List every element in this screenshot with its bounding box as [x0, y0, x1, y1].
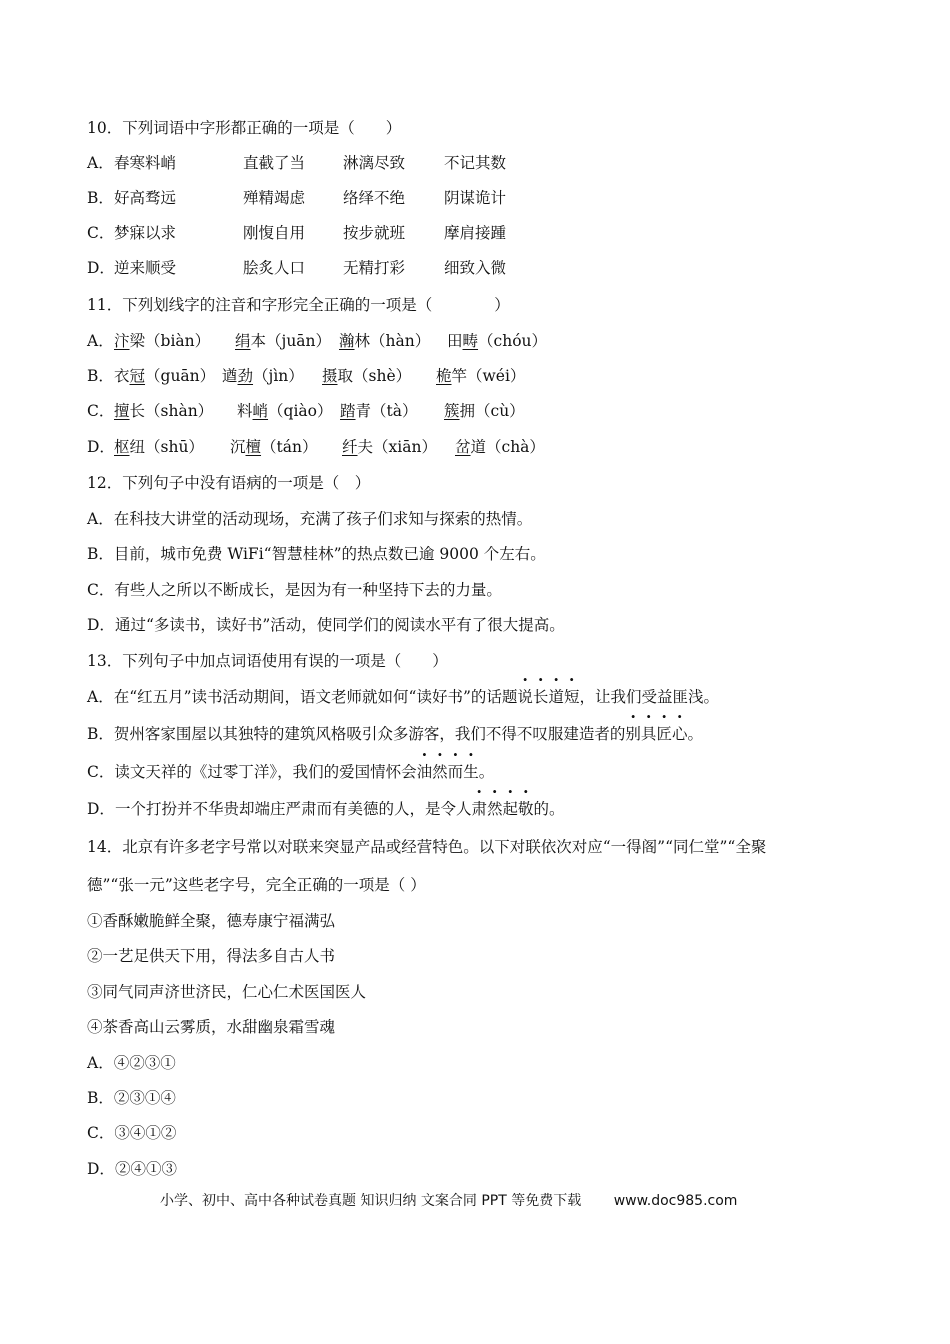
option-label: D．	[87, 259, 115, 277]
pinyin-text: 梁（biàn）	[129, 332, 211, 350]
option-sequence: ②④①③	[114, 1160, 177, 1178]
pinyin-text: 林（hàn）	[354, 332, 431, 350]
dotted-char: 而	[447, 763, 464, 781]
underlined-char: 冠	[129, 367, 146, 385]
option-word: 按步就班	[343, 224, 406, 242]
q11-stem	[87, 294, 510, 316]
q13-option-a	[87, 686, 719, 708]
pinyin-text: 道（chà）	[470, 438, 545, 456]
plain-char: 衣	[114, 367, 130, 385]
sentence-before: 读文天祥的《过零丁洋》，我们的爱国情怀会	[114, 763, 417, 781]
sentence-after: ，让我们受益匪浅。	[579, 688, 719, 706]
dotted-char: 心	[671, 725, 688, 743]
option-sentence: 目前，城市免费 WiFi“智慧桂林”的热点数已逾 9000 个左右。	[113, 545, 546, 563]
q13-option-c	[87, 761, 494, 783]
option-label: C．	[87, 1124, 115, 1142]
dotted-phrase	[517, 688, 579, 706]
pinyin-item	[436, 365, 525, 387]
couplet-1	[87, 910, 335, 932]
plain-char: 沉	[230, 438, 246, 456]
pinyin-text: （jìn）	[253, 367, 304, 385]
pinyin-text: （chóu）	[478, 332, 548, 350]
underlined-char: 劲	[237, 367, 254, 385]
option-sequence: ②③①④	[113, 1089, 176, 1107]
option-label: B．	[87, 545, 114, 563]
underlined-char: 绢	[235, 332, 251, 350]
plain-char: 田	[447, 332, 463, 350]
dotted-char: 说	[517, 688, 533, 706]
pinyin-item	[222, 365, 304, 387]
pinyin-item	[444, 400, 525, 422]
pinyin-text: （qiào）	[268, 402, 333, 420]
pinyin-text: 本（juān）	[250, 332, 332, 350]
q13-option-d	[87, 798, 565, 820]
q10-stem	[87, 117, 401, 139]
couplet-4	[87, 1016, 335, 1038]
q12-option-b	[87, 543, 546, 565]
q11-option-d	[87, 436, 545, 458]
option-label: A．	[87, 332, 114, 350]
dotted-char: 敬	[518, 800, 534, 818]
footer	[160, 1191, 737, 1211]
pinyin-item	[322, 365, 411, 387]
option-word: 春寒料峭	[114, 154, 177, 172]
dotted-phrase	[417, 763, 479, 781]
option-label: A．	[87, 510, 114, 528]
pinyin-item	[237, 400, 332, 422]
option-sentence: 通过“多读书，读好书”活动，使同学们的阅读水平有了很大提高。	[114, 616, 565, 634]
question-stem: 13．下列句子中加点词语使用有误的一项是（ ）	[87, 652, 448, 670]
plain-char: 料	[237, 402, 253, 420]
dotted-char: 匠	[656, 725, 672, 743]
q10-option-b	[87, 187, 507, 209]
q10-option-d	[87, 257, 507, 279]
sentence-before: 一个打扮并不华贵却端庄严肃而有美德的人，是令人	[114, 800, 472, 818]
dotted-char: 生	[463, 763, 479, 781]
underlined-char: 桅	[436, 367, 452, 385]
q10-option-a	[87, 152, 507, 174]
option-word: 逆来顺受	[114, 259, 177, 277]
option-label: D．	[87, 438, 115, 456]
underlined-char: 汴	[114, 332, 130, 350]
option-label: D．	[87, 616, 115, 634]
pinyin-item	[114, 365, 215, 387]
footer-url[interactable]: www.doc985.com	[613, 1193, 738, 1209]
q12-option-d	[87, 614, 565, 636]
option-word: 络绎不绝	[343, 189, 406, 207]
option-word: 脍炙人口	[243, 259, 306, 277]
option-sentence: 在科技大讲堂的活动现场，充满了孩子们求知与探索的热情。	[113, 510, 533, 528]
sentence-after: 。	[687, 725, 703, 743]
underlined-char: 纤	[342, 438, 358, 456]
dotted-char: 然	[432, 763, 448, 781]
option-sequence: ③④①②	[114, 1124, 177, 1142]
pinyin-item	[339, 330, 430, 352]
dotted-char: 然	[486, 800, 503, 818]
pinyin-item	[230, 436, 317, 458]
question-stem: 14．北京有许多老字号常以对联来突显产品或经营特色。以下对联依次对应“一得阁”“同仁堂”“全聚	[87, 838, 767, 856]
option-sentence: 有些人之所以不断成长，是因为有一种坚持下去的力量。	[114, 581, 502, 599]
option-label: D．	[87, 800, 115, 818]
couplet-3	[87, 981, 366, 1003]
underlined-char: 簇	[444, 402, 460, 420]
q14-option-d	[87, 1158, 177, 1180]
question-stem: 12．下列句子中没有语病的一项是（ ）	[87, 474, 371, 492]
dotted-char: 短	[563, 688, 580, 706]
option-label: B．	[87, 189, 114, 207]
option-label: B．	[87, 367, 114, 385]
underlined-char: 枢	[114, 438, 130, 456]
sentence-before: 在“红五月”读书活动期间，语文老师就如何“读好书”的话题	[113, 688, 518, 706]
q14-option-c	[87, 1122, 176, 1144]
pinyin-item	[235, 330, 331, 352]
underlined-char: 岔	[455, 438, 471, 456]
q13-option-b	[87, 723, 703, 745]
pinyin-item	[342, 436, 437, 458]
underlined-char: 擅	[114, 402, 130, 420]
option-label: C．	[87, 581, 115, 599]
q13-stem	[87, 650, 448, 672]
q12-option-c	[87, 579, 502, 601]
option-word: 刚愎自用	[243, 224, 306, 242]
option-word: 不记其数	[444, 154, 507, 172]
dotted-char: 起	[502, 800, 518, 818]
dotted-char: 道	[548, 688, 564, 706]
option-label: C．	[87, 763, 115, 781]
underlined-char: 畴	[462, 332, 479, 350]
dotted-phrase	[625, 725, 687, 743]
pinyin-text: 竿（wéi）	[451, 367, 526, 385]
option-word: 细致入微	[444, 259, 507, 277]
underlined-char: 摄	[322, 367, 338, 385]
plain-char: 遒	[222, 367, 238, 385]
underlined-char: 踏	[340, 402, 356, 420]
q14-option-b	[87, 1087, 176, 1109]
option-label: A．	[87, 688, 114, 706]
dotted-char: 长	[532, 688, 549, 706]
couplet-text: ①香酥嫩脆鲜全聚，德寿康宁福满弘	[87, 912, 336, 930]
pinyin-text: 取（shè）	[337, 367, 412, 385]
pinyin-text: 夫（xiān）	[357, 438, 437, 456]
q11-option-b	[87, 365, 526, 387]
dotted-char: 具	[640, 725, 657, 743]
option-word: 阴谋诡计	[444, 189, 507, 207]
q11-option-a	[87, 330, 548, 352]
pinyin-text: 长（shàn）	[129, 402, 214, 420]
option-word: 淋漓尽致	[343, 154, 406, 172]
dotted-char: 油	[416, 763, 433, 781]
pinyin-text: 纽（shū）	[129, 438, 204, 456]
couplet-text: ③同气同声济世济民，仁心仁术医国医人	[87, 983, 367, 1001]
q14-stem-line1	[87, 836, 766, 858]
underlined-char: 檀	[245, 438, 262, 456]
underlined-char: 峭	[252, 402, 269, 420]
pinyin-item	[340, 400, 418, 422]
option-word: 无精打彩	[343, 259, 406, 277]
sentence-before: 贺州客家围屋以其独特的建筑风格吸引众多游客，我们不得不叹服建造者的	[113, 725, 626, 743]
pinyin-text: 拥（cù）	[459, 402, 525, 420]
option-label: A．	[87, 154, 114, 172]
pinyin-item	[114, 330, 210, 352]
question-stem-continued: 德”“张一元”这些老字号，完全正确的一项是（ ）	[87, 876, 426, 894]
couplet-text: ②一艺足供天下用，得法多自古人书	[87, 947, 336, 965]
couplet-text: ④茶香高山云雾质，水甜幽泉霜雪魂	[87, 1018, 336, 1036]
option-word: 好高骛远	[114, 189, 177, 207]
option-label: C．	[87, 402, 115, 420]
option-word: 直截了当	[243, 154, 306, 172]
q12-stem	[87, 472, 370, 494]
pinyin-item	[114, 400, 213, 422]
pinyin-item	[114, 436, 204, 458]
q14-option-a	[87, 1052, 176, 1074]
underlined-char: 瀚	[339, 332, 355, 350]
question-stem: 11．下列划线字的注音和字形完全正确的一项是（ ）	[87, 296, 510, 314]
sentence-after: 。	[478, 763, 495, 781]
option-label: B．	[87, 725, 114, 743]
question-stem: 10．下列词语中字形都正确的一项是（ ）	[87, 119, 402, 137]
dotted-char: 别	[625, 725, 641, 743]
pinyin-text: （tán）	[261, 438, 318, 456]
sentence-after: 的。	[533, 800, 565, 818]
option-label: C．	[87, 224, 115, 242]
dotted-char: 肃	[471, 800, 487, 818]
couplet-2	[87, 945, 335, 967]
dotted-phrase	[471, 800, 533, 818]
pinyin-text: 青（tà）	[355, 402, 418, 420]
q12-option-a	[87, 508, 532, 530]
footer-text: 小学、初中、高中各种试卷真题 知识归纳 文案合同 PPT 等免费下载	[160, 1193, 582, 1209]
option-word: 梦寐以求	[114, 224, 177, 242]
q11-option-c	[87, 400, 525, 422]
pinyin-text: （guān）	[145, 367, 216, 385]
q14-stem-line2	[87, 874, 426, 896]
option-word: 殚精竭虑	[243, 189, 306, 207]
option-sequence: ④②③①	[113, 1054, 176, 1072]
pinyin-item	[455, 436, 545, 458]
option-label: A．	[87, 1054, 114, 1072]
option-word: 摩肩接踵	[444, 224, 507, 242]
option-label: D．	[87, 1160, 115, 1178]
option-label: B．	[87, 1089, 114, 1107]
q10-option-c	[87, 222, 507, 244]
pinyin-item	[447, 330, 547, 352]
